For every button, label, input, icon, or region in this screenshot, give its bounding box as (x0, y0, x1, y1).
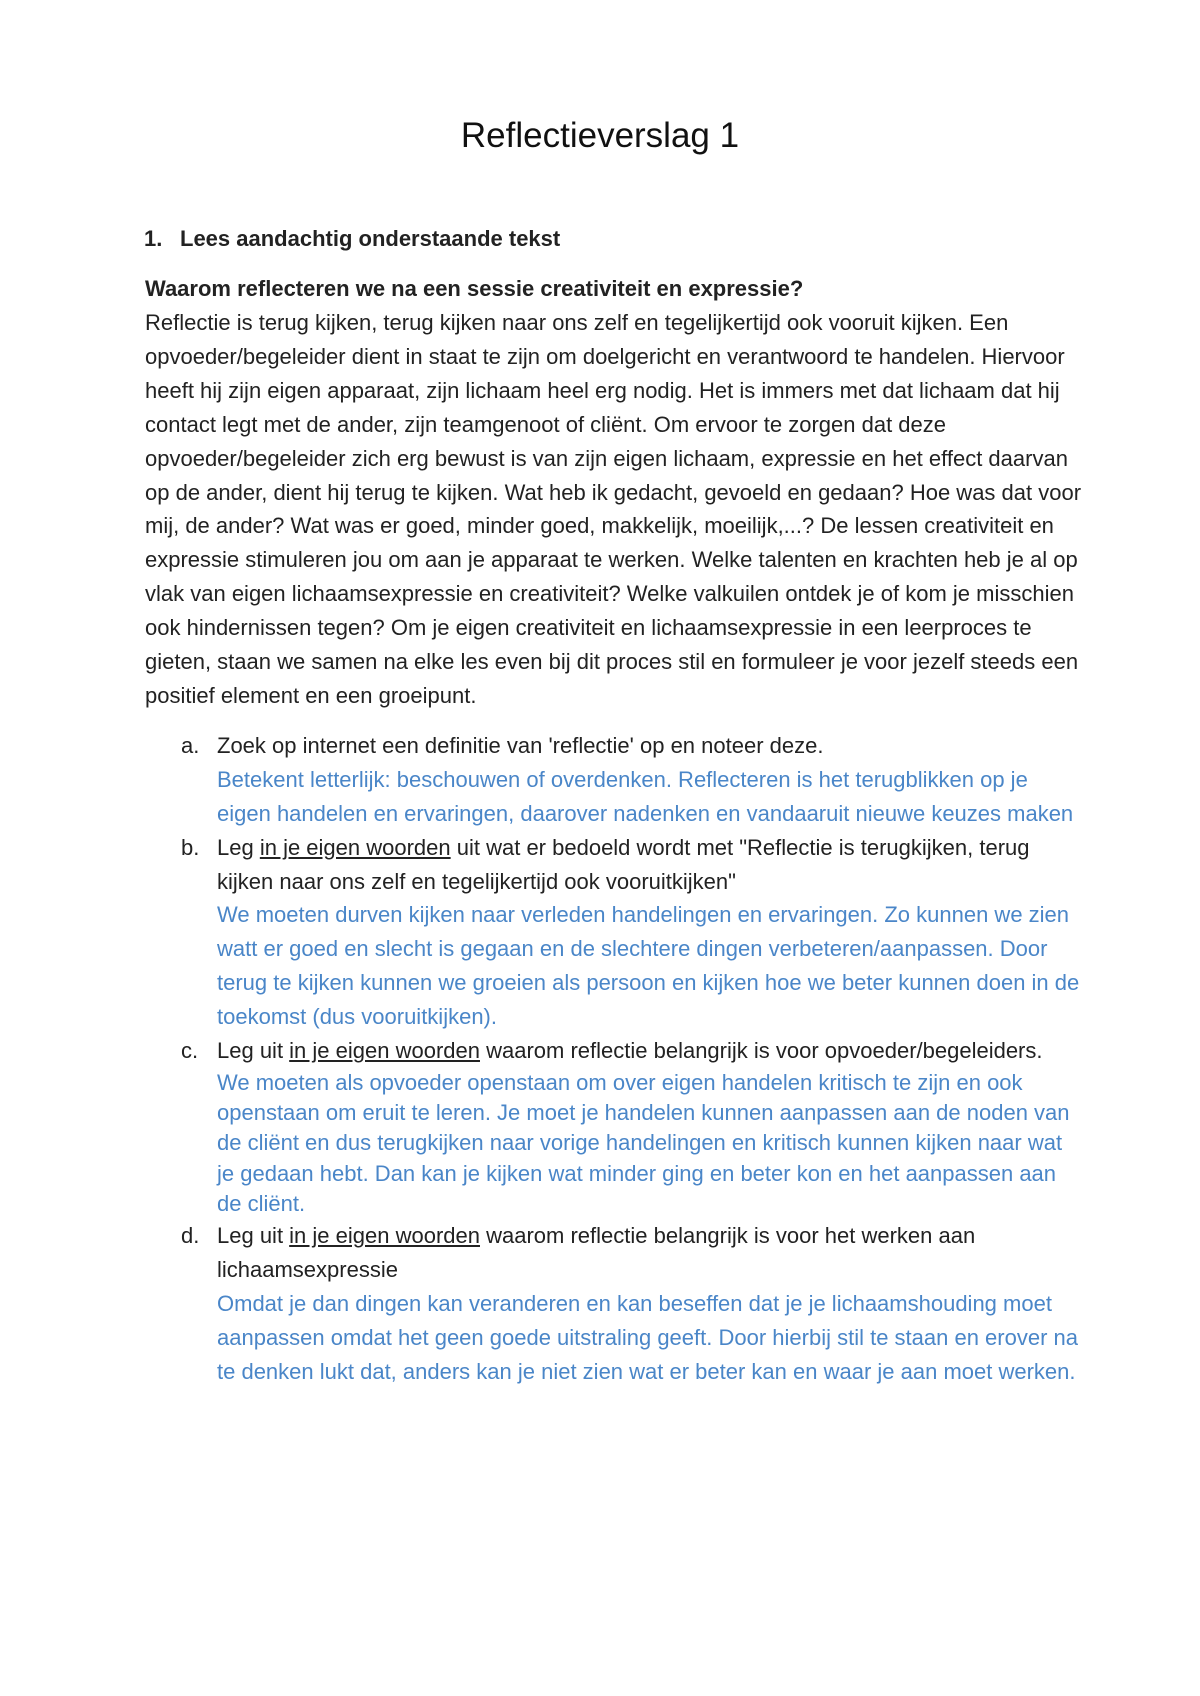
question-marker: d. (181, 1222, 200, 1248)
question-marker: c. (181, 1038, 199, 1064)
answer-text: Betekent letterlijk: beschouwen of overdenken. Reflecteren is het terugblikken op je eigen handelen en ervaringen, daarover nadenken en vandaaruit nieuwe keuzes maken (217, 766, 1074, 826)
question-text-part: Leg (217, 834, 260, 860)
question-text-part: uit wat er bedoeld wordt met "Reflectie is terugkijken, terug kijken naar ons zelf en tegelijkertijd ook vooruitkijken" (217, 834, 1030, 894)
answer-text: Omdat je dan dingen kan veranderen en kan beseffen dat je je lichaamshouding moet aanpassen omdat het geen goede uitstraling geeft. Door hierbij stil te staan en erover na te denken lukt dat, anders kan je niet zien wat er beter kan en waar je aan moet werken. (217, 1290, 1078, 1384)
question-item-b (145, 831, 1085, 1034)
question-text-part: waarom reflectie belangrijk is voor opvoeder/begeleiders. (479, 1038, 1043, 1064)
question-text (217, 831, 1085, 899)
question-marker: b. (181, 834, 200, 860)
question-text (217, 1219, 1085, 1287)
answer-text: We moeten durven kijken naar verleden handelingen en ervaringen. Zo kunnen we zien watt er goed en slecht is gegaan en de slechtere dingen verbeteren/aanpassen. Door terug te kijken kunnen we groeien als persoon en kijken hoe we beter kunnen doen in de toekomst (dus vooruitkijken). (217, 902, 1080, 1030)
question-item-c (145, 1034, 1085, 1219)
question-item-d (145, 1219, 1085, 1389)
section-heading-text: Lees aandachtig onderstaande tekst (180, 226, 561, 251)
subheading: Waarom reflecteren we na een sessie creativiteit en expressie? (145, 276, 804, 301)
question-list (145, 729, 1085, 1389)
question-marker: a. (181, 732, 200, 758)
question-text-part: waarom reflectie belangrijk is voor het werken aan lichaamsexpressie (217, 1222, 976, 1282)
question-text (217, 729, 1085, 763)
question-underlined: in je eigen woorden (289, 1038, 480, 1064)
document-body (145, 272, 1085, 1388)
question-underlined: in je eigen woorden (289, 1222, 480, 1248)
question-text-part: Zoek op internet een definitie van 'reflectie' op en noteer deze. (217, 732, 824, 758)
question-underlined: in je eigen woorden (259, 834, 451, 860)
intro-paragraph: Reflectie is terug kijken, terug kijken naar ons zelf en tegelijkertijd ook vooruit kijken. Een opvoeder/begeleider dient in staat te zijn om doelgericht en verantwoord te handelen. Hiervoor heeft hij zijn eigen apparaat, zijn lichaam heel erg nodig. Het is immers met dat lichaam dat hij contact legt met de ander, zijn teamgenoot of cliënt. Om ervoor te zorgen dat deze opvoeder/begeleider zich erg bewust is van zijn eigen lichaam, expressie en het effect daarvan op de ander, dient hij terug te kijken. Wat heb ik gedacht, gevoeld en gedaan? Hoe was dat voor mij, de ander? Wat was er goed, minder goed, makkelijk, moeilijk,...? De lessen creativiteit en expressie stimuleren jou om aan je apparaat te werken. Welke talenten en krachten heb je al op vlak van eigen lichaamsexpressie en creativiteit? Welke valkuilen ontdek je of kom je misschien ook hindernissen tegen? Om je eigen creativiteit en lichaamsexpressie in een leerproces te gieten, staan we samen na elke les even bij dit proces stil en formuleer je voor jezelf steeds een positief element en een groeipunt. (145, 310, 1082, 708)
document-title: Reflectieverslag 1 (460, 116, 740, 155)
section-number: 1. (144, 226, 163, 251)
section-heading (144, 224, 561, 254)
question-text (217, 1034, 1085, 1068)
question-text-part: Leg uit (217, 1038, 290, 1064)
question-item-a (145, 729, 1085, 831)
answer-text: We moeten als opvoeder openstaan om over eigen handelen kritisch te zijn en ook openstaan om eruit te leren. Je moet je handelen kunnen aanpassen aan de noden van de cliënt en dus terugkijken naar vorige handelingen en kritisch kunnen kijken naar wat je gedaan hebt. Dan kan je kijken wat minder ging en beter kon en het aanpassen aan de cliënt. (217, 1069, 1070, 1216)
question-text-part: Leg uit (217, 1222, 290, 1248)
